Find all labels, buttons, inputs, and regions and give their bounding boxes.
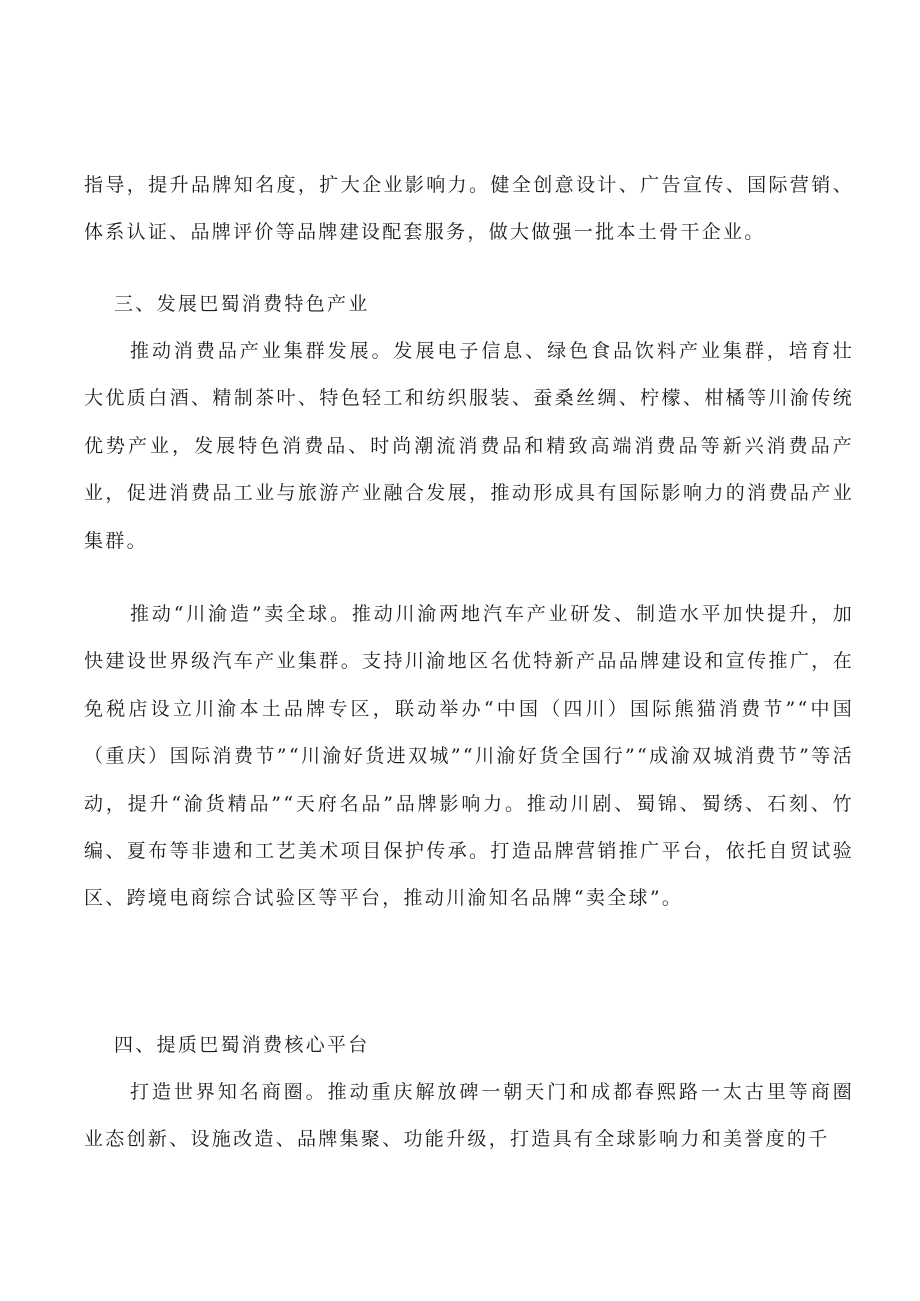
section-heading-3: 三、发展巴蜀消费特色产业	[114, 293, 370, 315]
paragraph-intro: 指导，提升品牌知名度，扩大企业影响力。健全创意设计、广告宣传、国际营销、体系认证、品牌评价等品牌建设配套服务，做大做强一批本土骨干企业。	[84, 174, 854, 244]
section-heading-4: 四、提质巴蜀消费核心平台	[114, 1034, 370, 1056]
paragraph-made-in-chuanyu: 推动“川渝造”卖全球。推动川渝两地汽车产业研发、制造水平加快提升，加快建设世界级汽车产业集群。支持川渝地区名优特新产品品牌建设和宣传推广，在免税店设立川渝本土品牌专区，联动举办“中国（四川）国际熊猫消费节”“中国（重庆）国际消费节”“川渝好货进双城”“川渝好货全国行”“成渝双城消费节”等活动，提升“渝货精品”“天府名品”品牌影响力。推动川剧、蜀锦、蜀绣、石刻、竹编、夏布等非遗和工艺美术项目保护传承。打造品牌营销推广平台，依托自贸试验区、跨境电商综合试验区等平台，推动川渝知名品牌“卖全球”。	[84, 603, 854, 910]
paragraph-consumer-goods-cluster: 推动消费品产业集群发展。发展电子信息、绿色食品饮料产业集群，培育壮大优质白酒、精制茶叶、特色轻工和纺织服装、蚕桑丝绸、柠檬、柑橘等川渝传统优势产业，发展特色消费品、时尚潮流消费品和精致高端消费品等新兴消费品产业，促进消费品工业与旅游产业融合发展，推动形成具有国际影响力的消费品产业集群。	[84, 340, 854, 552]
paragraph-business-district: 打造世界知名商圈。推动重庆解放碑一朝天门和成都春熙路一太古里等商圈业态创新、设施改造、品牌集聚、功能升级，打造具有全球影响力和美誉度的千	[84, 1081, 854, 1151]
